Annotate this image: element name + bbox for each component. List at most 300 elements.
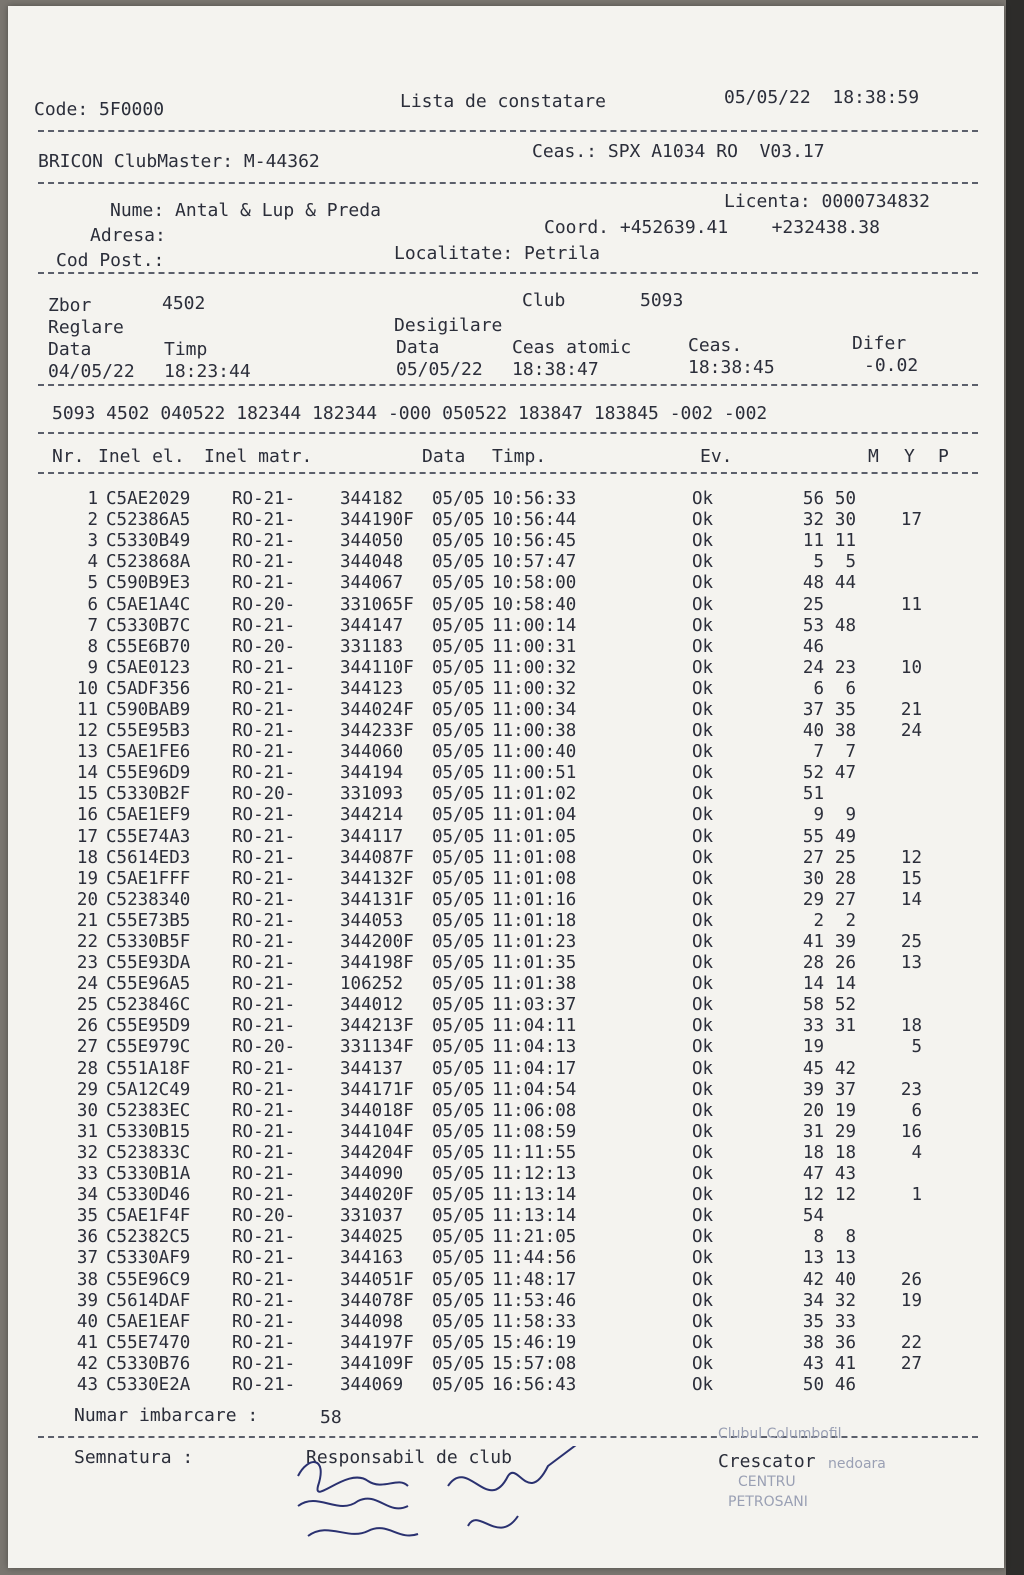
ring-prefix: RO-21- (232, 657, 296, 678)
m-value: 47 (802, 1164, 824, 1185)
y-value: 31 (834, 1016, 856, 1037)
reglare-date: 04/05/22 (48, 361, 135, 382)
event-status: Ok (692, 510, 714, 531)
arrival-time: 11:03:37 (492, 995, 577, 1016)
event-status: Ok (692, 953, 714, 974)
ring-prefix: RO-21- (232, 932, 296, 953)
electronic-ring: C5330AF9 (106, 1248, 191, 1269)
m-value: 43 (802, 1353, 824, 1374)
y-value: 52 (834, 995, 856, 1016)
event-status: Ok (692, 974, 714, 995)
divider (38, 182, 978, 184)
ring-number: 344025 (340, 1227, 404, 1248)
m-value: 33 (802, 1016, 824, 1037)
arrival-time: 11:01:04 (492, 805, 577, 826)
y-value: 14 (834, 974, 856, 995)
electronic-ring: C55E7470 (106, 1332, 191, 1353)
y-value: 39 (834, 932, 856, 953)
y-value: 44 (834, 573, 856, 594)
arrival-time: 11:00:40 (492, 742, 577, 763)
ring-number: 344204F (340, 1142, 414, 1163)
p-value: 24 (900, 721, 922, 742)
ring-number: 344069 (340, 1374, 404, 1395)
event-status: Ok (692, 1353, 714, 1374)
table-row (68, 721, 922, 742)
table-row (68, 1269, 922, 1290)
m-value: 54 (802, 1206, 824, 1227)
p-value: 22 (900, 1332, 922, 1353)
event-status: Ok (692, 826, 714, 847)
row-number: 37 (76, 1248, 98, 1269)
row-number: 14 (76, 763, 98, 784)
electronic-ring: C52386A5 (106, 510, 191, 531)
ring-number: 344051F (340, 1269, 414, 1290)
table-row (68, 1059, 922, 1080)
event-status: Ok (692, 1058, 714, 1079)
row-number: 17 (76, 826, 98, 847)
m-value: 35 (802, 1311, 824, 1332)
stamp-centru: CENTRU (738, 1474, 796, 1490)
electronic-ring: C5AE1F4F (106, 1206, 191, 1227)
y-value: 8 (845, 1227, 856, 1248)
m-value: 12 (802, 1185, 824, 1206)
m-value: 39 (802, 1079, 824, 1100)
p-value: 4 (911, 1142, 922, 1163)
electronic-ring: C55E74A3 (106, 826, 191, 847)
stamp-club-name: Clubul Columbofil (718, 1426, 842, 1442)
ring-prefix: RO-21- (232, 1290, 296, 1311)
m-value: 40 (802, 721, 824, 742)
table-row (68, 1312, 922, 1333)
arrival-date: 05/05 (432, 910, 485, 931)
table-row (68, 531, 922, 552)
ring-number: 344018F (340, 1100, 414, 1121)
table-row (68, 679, 922, 700)
ring-number: 344233F (340, 721, 414, 742)
arrival-time: 11:01:05 (492, 826, 577, 847)
row-number: 27 (76, 1037, 98, 1058)
ring-prefix: RO-20- (232, 1037, 296, 1058)
arrival-date: 05/05 (432, 1121, 485, 1142)
arrivals-table (68, 489, 922, 1396)
arrival-date: 05/05 (432, 636, 485, 657)
electronic-ring: C523868A (106, 552, 191, 573)
arrival-time: 11:01:23 (492, 932, 577, 953)
arrival-date: 05/05 (432, 1142, 485, 1163)
row-number: 22 (76, 932, 98, 953)
arrival-date: 05/05 (432, 1374, 485, 1395)
m-value: 30 (802, 868, 824, 889)
m-value: 38 (802, 1332, 824, 1353)
ring-number: 344194 (340, 763, 404, 784)
electronic-ring: C5AE1FE6 (106, 742, 191, 763)
y-value: 37 (834, 1079, 856, 1100)
p-value: 5 (911, 1037, 922, 1058)
y-value: 49 (834, 826, 856, 847)
electronic-ring: C523846C (106, 995, 191, 1016)
y-value (824, 1206, 856, 1227)
atomic-clock-label: Ceas atomic (512, 337, 632, 358)
p-value: 16 (900, 1121, 922, 1142)
p-value (856, 995, 922, 1016)
row-number: 18 (76, 847, 98, 868)
row-number: 42 (76, 1353, 98, 1374)
ring-prefix: RO-21- (232, 1016, 296, 1037)
event-status: Ok (692, 489, 714, 510)
ring-prefix: RO-21- (232, 531, 296, 552)
arrival-time: 10:58:00 (492, 573, 577, 594)
license-label: Licenta: 0000734832 (724, 191, 930, 212)
y-value: 30 (834, 510, 856, 531)
event-status: Ok (692, 1142, 714, 1163)
row-number: 23 (76, 953, 98, 974)
event-status: Ok (692, 1227, 714, 1248)
event-status: Ok (692, 594, 714, 615)
ring-number: 344090 (340, 1164, 404, 1185)
row-number: 6 (87, 594, 98, 615)
reglare-label: Reglare (48, 317, 124, 338)
ring-number: 344109F (340, 1353, 414, 1374)
ring-prefix: RO-21- (232, 489, 296, 510)
row-number: 21 (76, 910, 98, 931)
arrival-date: 05/05 (432, 889, 485, 910)
event-status: Ok (692, 1206, 714, 1227)
owner-name: Nume: Antal & Lup & Preda (110, 200, 381, 221)
table-row (68, 1291, 922, 1312)
ring-prefix: RO-21- (232, 868, 296, 889)
event-status: Ok (692, 678, 714, 699)
y-value: 32 (834, 1290, 856, 1311)
electronic-ring: C55E95D9 (106, 1016, 191, 1037)
ring-number: 331037 (340, 1206, 404, 1227)
electronic-ring: C5AE1A4C (106, 594, 191, 615)
row-number: 33 (76, 1164, 98, 1185)
m-value: 45 (802, 1058, 824, 1079)
table-row (68, 742, 922, 763)
m-value: 5 (813, 552, 824, 573)
row-number: 16 (76, 805, 98, 826)
ring-prefix: RO-21- (232, 1269, 296, 1290)
col-inel-el: Inel el. (98, 446, 185, 467)
ring-prefix: RO-21- (232, 1058, 296, 1079)
arrival-date: 05/05 (432, 1290, 485, 1311)
p-value: 26 (900, 1269, 922, 1290)
arrival-time: 11:58:33 (492, 1311, 577, 1332)
event-status: Ok (692, 1311, 714, 1332)
arrival-date: 05/05 (432, 784, 485, 805)
electronic-ring: C55E73B5 (106, 910, 191, 931)
ring-number: 331065F (340, 594, 414, 615)
postal-code-label: Cod Post.: (56, 250, 165, 271)
divider (38, 130, 978, 132)
y-value: 26 (834, 953, 856, 974)
event-status: Ok (692, 699, 714, 720)
m-value: 2 (813, 910, 824, 931)
arrival-time: 11:00:38 (492, 721, 577, 742)
arrival-time: 11:48:17 (492, 1269, 577, 1290)
arrival-date: 05/05 (432, 868, 485, 889)
ring-prefix: RO-21- (232, 1164, 296, 1185)
electronic-ring: C5AE1FFF (106, 868, 191, 889)
event-status: Ok (692, 1079, 714, 1100)
arrival-date: 05/05 (432, 742, 485, 763)
document-sheet (8, 6, 1004, 1568)
row-number: 31 (76, 1121, 98, 1142)
ring-number: 344098 (340, 1311, 404, 1332)
row-number: 38 (76, 1269, 98, 1290)
y-value: 7 (845, 742, 856, 763)
p-value (856, 616, 922, 637)
event-status: Ok (692, 1037, 714, 1058)
stamp-county: nedoara (828, 1456, 886, 1472)
electronic-ring: C5238340 (106, 889, 191, 910)
arrival-time: 11:00:31 (492, 636, 577, 657)
row-number: 11 (76, 699, 98, 720)
p-value (856, 784, 922, 805)
col-m: M (868, 446, 879, 467)
p-value: 11 (900, 594, 922, 615)
ring-number: 331134F (340, 1037, 414, 1058)
p-value (856, 489, 922, 510)
arrival-date: 05/05 (432, 953, 485, 974)
p-value (856, 1375, 922, 1396)
col-ev: Ev. (700, 446, 733, 467)
table-row (68, 616, 922, 637)
y-value: 9 (845, 805, 856, 826)
m-value: 56 (802, 489, 824, 510)
electronic-ring: C551A18F (106, 1058, 191, 1079)
col-nr: Nr. (52, 446, 85, 467)
p-value (856, 1164, 922, 1185)
ring-number: 344050 (340, 531, 404, 552)
ring-prefix: RO-20- (232, 636, 296, 657)
row-number: 24 (76, 974, 98, 995)
m-value: 48 (802, 573, 824, 594)
ring-number: 344110F (340, 657, 414, 678)
ring-prefix: RO-21- (232, 953, 296, 974)
y-value: 5 (845, 552, 856, 573)
row-number: 3 (87, 531, 98, 552)
p-value (856, 1248, 922, 1269)
table-row (68, 932, 922, 953)
electronic-ring: C5330B76 (106, 1353, 191, 1374)
table-row (68, 1037, 922, 1058)
row-number: 30 (76, 1100, 98, 1121)
table-row (68, 658, 922, 679)
m-value: 42 (802, 1269, 824, 1290)
arrival-time: 11:01:08 (492, 847, 577, 868)
locality-label: Localitate: Petrila (394, 243, 600, 264)
y-value: 42 (834, 1058, 856, 1079)
p-value: 13 (900, 953, 922, 974)
event-status: Ok (692, 615, 714, 636)
ring-number: 344078F (340, 1290, 414, 1311)
ring-prefix: RO-21- (232, 763, 296, 784)
row-number: 8 (87, 636, 98, 657)
table-row (68, 1354, 922, 1375)
desigilare-label: Desigilare (394, 315, 503, 336)
p-value (856, 1059, 922, 1080)
ring-prefix: RO-21- (232, 552, 296, 573)
arrival-date: 05/05 (432, 531, 485, 552)
electronic-ring: C590B9E3 (106, 573, 191, 594)
reglare-time-label: Timp (164, 339, 208, 360)
y-value: 43 (834, 1164, 856, 1185)
row-number: 32 (76, 1142, 98, 1163)
arrival-time: 11:00:51 (492, 763, 577, 784)
table-row (68, 995, 922, 1016)
electronic-ring: C5AE1EAF (106, 1311, 191, 1332)
ring-number: 344197F (340, 1332, 414, 1353)
electronic-ring: C5A12C49 (106, 1079, 191, 1100)
row-number: 36 (76, 1227, 98, 1248)
p-value (856, 679, 922, 700)
ring-prefix: RO-21- (232, 826, 296, 847)
p-value: 25 (900, 932, 922, 953)
y-value: 25 (834, 847, 856, 868)
row-number: 28 (76, 1058, 98, 1079)
event-status: Ok (692, 868, 714, 889)
ring-number: 344067 (340, 573, 404, 594)
ring-prefix: RO-21- (232, 678, 296, 699)
arrival-time: 15:57:08 (492, 1353, 577, 1374)
print-datetime: 05/05/22 18:38:59 (724, 87, 920, 108)
reglare-date-label: Data (48, 339, 92, 360)
arrival-time: 11:13:14 (492, 1206, 577, 1227)
m-value: 18 (802, 1142, 824, 1163)
electronic-ring: C5330E2A (106, 1374, 191, 1395)
ring-prefix: RO-21- (232, 573, 296, 594)
electronic-ring: C5614ED3 (106, 847, 191, 868)
electronic-ring: C55E96D9 (106, 763, 191, 784)
clock-time-label: Ceas. (688, 335, 743, 356)
boarding-count: 58 (320, 1407, 342, 1428)
ring-prefix: RO-21- (232, 1100, 296, 1121)
electronic-ring: C590BAB9 (106, 699, 191, 720)
ring-number: 344213F (340, 1016, 414, 1037)
m-value: 55 (802, 826, 824, 847)
ring-prefix: RO-21- (232, 847, 296, 868)
event-status: Ok (692, 1016, 714, 1037)
electronic-ring: C5330B2F (106, 784, 191, 805)
row-number: 9 (87, 657, 98, 678)
arrival-time: 11:01:08 (492, 868, 577, 889)
p-value: 12 (900, 847, 922, 868)
ring-number: 344123 (340, 678, 404, 699)
table-row (68, 1143, 922, 1164)
event-status: Ok (692, 1374, 714, 1395)
clock-time: 18:38:45 (688, 357, 775, 378)
m-value: 25 (802, 594, 824, 615)
boarding-count-label: Numar imbarcare : (74, 1405, 259, 1426)
arrival-date: 05/05 (432, 1227, 485, 1248)
m-value: 7 (813, 742, 824, 763)
arrival-date: 05/05 (432, 1016, 485, 1037)
electronic-ring: C5330D46 (106, 1185, 191, 1206)
row-number: 40 (76, 1311, 98, 1332)
col-y: Y (904, 446, 915, 467)
table-row (68, 827, 922, 848)
ring-prefix: RO-21- (232, 1353, 296, 1374)
m-value: 41 (802, 932, 824, 953)
row-number: 25 (76, 995, 98, 1016)
y-value: 50 (834, 489, 856, 510)
y-value: 19 (834, 1100, 856, 1121)
ring-number: 344198F (340, 953, 414, 974)
ring-prefix: RO-21- (232, 1079, 296, 1100)
arrival-date: 05/05 (432, 1058, 485, 1079)
p-value: 1 (911, 1185, 922, 1206)
event-status: Ok (692, 995, 714, 1016)
m-value: 24 (802, 657, 824, 678)
ring-number: 344182 (340, 489, 404, 510)
row-number: 2 (87, 510, 98, 531)
ring-prefix: RO-21- (232, 1374, 296, 1395)
row-number: 13 (76, 742, 98, 763)
arrival-time: 11:00:32 (492, 657, 577, 678)
table-row (68, 869, 922, 890)
arrival-date: 05/05 (432, 1079, 485, 1100)
arrival-time: 16:56:43 (492, 1374, 577, 1395)
arrival-time: 11:04:11 (492, 1016, 577, 1037)
y-value: 38 (834, 721, 856, 742)
ring-number: 344104F (340, 1121, 414, 1142)
ring-number: 344060 (340, 742, 404, 763)
y-value: 48 (834, 615, 856, 636)
p-value (856, 742, 922, 763)
arrival-date: 05/05 (432, 974, 485, 995)
ring-number: 344190F (340, 510, 414, 531)
p-value: 6 (911, 1100, 922, 1121)
arrival-date: 05/05 (432, 510, 485, 531)
p-value (856, 637, 922, 658)
m-value: 50 (802, 1374, 824, 1395)
arrival-time: 11:01:16 (492, 889, 577, 910)
breeder-label: Crescator (718, 1451, 816, 1472)
electronic-ring: C5AE2029 (106, 489, 191, 510)
p-value (856, 531, 922, 552)
arrival-date: 05/05 (432, 932, 485, 953)
table-row (68, 1164, 922, 1185)
ring-number: 344012 (340, 995, 404, 1016)
m-value: 28 (802, 953, 824, 974)
event-status: Ok (692, 531, 714, 552)
p-value: 21 (900, 699, 922, 720)
arrival-time: 11:01:35 (492, 953, 577, 974)
arrival-time: 11:12:13 (492, 1164, 577, 1185)
m-value: 19 (802, 1037, 824, 1058)
m-value: 52 (802, 763, 824, 784)
arrival-date: 05/05 (432, 489, 485, 510)
arrival-date: 05/05 (432, 721, 485, 742)
y-value: 2 (845, 910, 856, 931)
m-value: 14 (802, 974, 824, 995)
arrival-date: 05/05 (432, 1332, 485, 1353)
y-value: 28 (834, 868, 856, 889)
p-value (856, 1206, 922, 1227)
arrival-time: 11:00:34 (492, 699, 577, 720)
arrival-date: 05/05 (432, 805, 485, 826)
desigilare-date: 05/05/22 (396, 359, 483, 380)
arrival-date: 05/05 (432, 1353, 485, 1374)
ring-number: 106252 (340, 974, 404, 995)
event-status: Ok (692, 1332, 714, 1353)
ring-prefix: RO-21- (232, 889, 296, 910)
arrival-time: 11:44:56 (492, 1248, 577, 1269)
row-number: 10 (76, 678, 98, 699)
y-value: 29 (834, 1121, 856, 1142)
electronic-ring: C5330B49 (106, 531, 191, 552)
